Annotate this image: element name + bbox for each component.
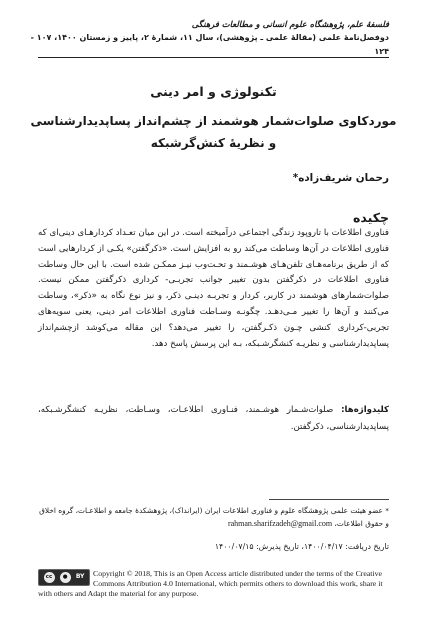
received-date: ۱۴۰۰/۰۴/۱۷ [303, 542, 343, 551]
journal-title: فلسفهٔ علم، پژوهشگاه علوم انسانی و مطالعات فرهنگی [191, 19, 389, 29]
journal-header [29, 17, 389, 59]
cc-by-label: BY [75, 573, 85, 581]
author-footnote [38, 504, 389, 530]
header-rule [38, 57, 389, 58]
keywords-label: کلیدواژه‌ها: [341, 405, 390, 415]
license-notice [38, 569, 390, 600]
subtitle-line-1: موردکاوی صلوات‌شمار هوشمند از چشم‌انداز پساپدیدارشناسی [30, 114, 397, 128]
cc-icon: cc [44, 572, 55, 583]
accepted-label: تاریخ پذیرش: [256, 542, 299, 551]
footnote-rule [269, 499, 389, 500]
paper-subtitle [30, 110, 397, 154]
license-text: Copyright © 2018, This is an Open Access article distributed under the terms of the Creative Commons Attribution 4.0 International, which permits others to download this work, share it with others and Adapt the material for any purpose. [38, 569, 383, 599]
journal-issue: دوفصل‌نامهٔ علمی (مقالهٔ علمی ـ پژوهشی)، سال ۱۱، شمارهٔ ۲، پاییز و زمستان ۱۴۰۰، ۱۰۷ - ۱۲۴ [30, 33, 389, 56]
subtitle-line-2: و نظریهٔ کنش‌گرشبکه [150, 136, 277, 150]
attribution-person-icon: ● [60, 572, 71, 583]
abstract-heading: چکیده [353, 210, 389, 225]
paper-title: تکنولوژی و امر دینی [150, 84, 277, 99]
keywords-text: صلوات‌شـمار هوشـمند، فنـاوری اطلاعـات، وسـاطت، نظریـه کنشگرشـبکه، پساپدیدارشناسی، ذکرگفتن. [38, 405, 389, 432]
accepted-date: ۱۴۰۰/۰۷/۱۵ [214, 542, 254, 551]
abstract-text: فناوری اطلاعات با تاروپود زندگی اجتماعی درآمیخته است. در این میان تعـداد کردارهـای دینی‌ای که فناوری اطلاعات در آن‌ها وساطت می‌کند رو به افزایش است. «ذکرگفتن» یکـی از کردارهایی است که از طریق برنامه‌هـای تلفن‌هـای هوشـمند و تحـت‌وب نیـز ممکـن شده است. با این حال وساطت فناوری اطلاعات در ذکرگفتن بدون تغییر جوانب تجربـی- کرداری ذکرگفتن ممکن نیست. صلوات‌شمارهای هوشمند در کاربر، کردار و تجربـه دینـی ذکر، و نیز نوع نگاه به «ذکر»، وساطت می‌کنند و آن‌ها را تغییر مـی‌دهـد. چگونـه وسـاطت فناوری اطلاعات امر دینی، یعنی سویه‌های تجربی-کرداری کنشی چـون ذکـرگفتن، را تغییر می‌دهد؟ این مقاله می‌کوشد ازچشم‌انداز پساپدیدارشناسی و نظریـه کنشگرشـبکه، بـه این پرسش پاسخ دهد. [38, 228, 389, 349]
author-affiliation: * عضو هیئت علمی پژوهشگاه علوم و فناوری اطلاعات ایران (ایرانداک)، پژوهشکدهٔ جامعه و اطلاعـات، گروه اخلاق و حقوق اطلاعات، [39, 506, 389, 528]
author-email[interactable]: rahman.sharifzadeh@gmail.com [227, 519, 333, 528]
author-name: رحمان شریف‌زاده* [292, 172, 389, 184]
article-dates: تاریخ دریافت: ۱۴۰۰/۰۴/۱۷، تاریخ پذیرش: ۱۴۰۰/۰۷/۱۵ [214, 542, 389, 551]
creative-commons-icon[interactable] [38, 569, 90, 586]
keywords [38, 402, 389, 436]
received-label: تاریخ دریافت: [345, 542, 389, 551]
